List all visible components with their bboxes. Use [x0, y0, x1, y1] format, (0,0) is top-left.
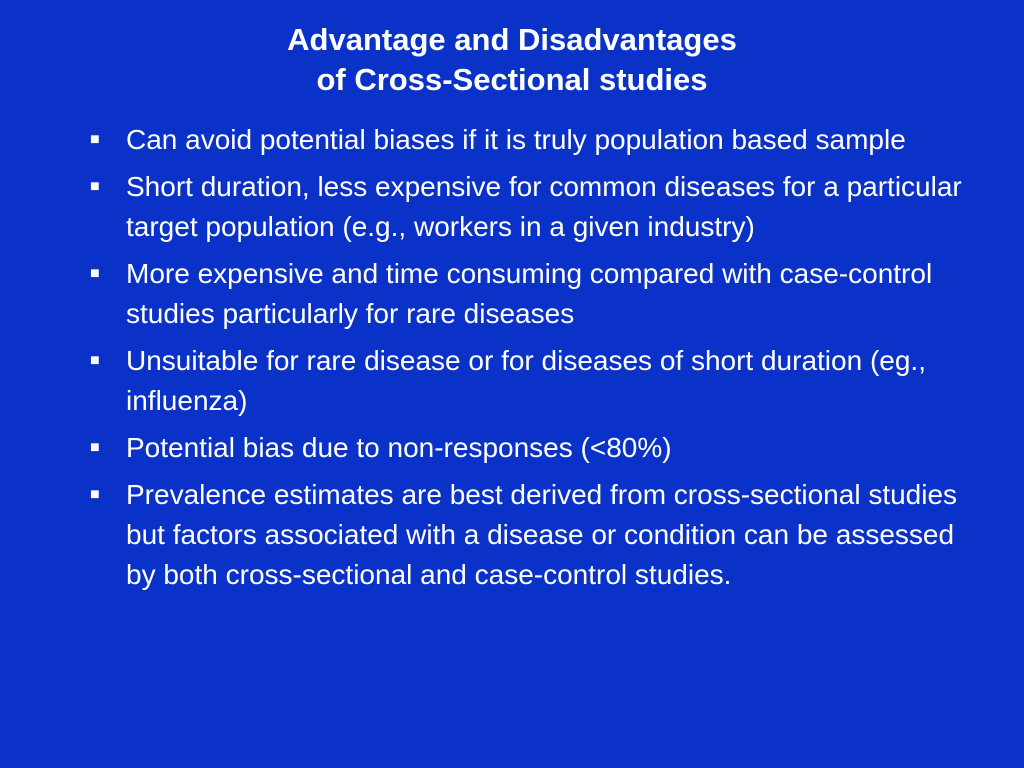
square-bullet-icon: ■ [90, 131, 100, 148]
slide-title-line1: Advantage and Disadvantages [287, 22, 737, 57]
bullet-item [86, 167, 966, 247]
bullet-text: Can avoid potential biases if it is truly population based sample [126, 124, 906, 155]
slide-title-line2: of Cross-Sectional studies [316, 62, 708, 97]
square-bullet-icon: ■ [90, 178, 100, 195]
square-bullet-icon: ■ [90, 265, 100, 282]
bullet-item [86, 120, 966, 160]
square-bullet-icon: ■ [90, 352, 100, 369]
bullet-item [86, 475, 966, 595]
square-bullet-icon: ■ [90, 439, 100, 456]
bullet-text: Potential bias due to non-responses (<80%) [126, 432, 672, 463]
bullet-text: Short duration, less expensive for common diseases for a particular target population (e.g., workers in a given industry) [126, 171, 962, 242]
bullet-item [86, 341, 966, 421]
bullet-text: Unsuitable for rare disease or for diseases of short duration (eg., influenza) [126, 345, 926, 416]
slide-title [0, 20, 1024, 100]
bullet-item [86, 428, 966, 468]
bullet-text: Prevalence estimates are best derived from cross-sectional studies but factors associated with a disease or condition can be assessed by both cross-sectional and case-control studies. [126, 479, 958, 590]
bullet-text: More expensive and time consuming compared with case-control studies particularly for rare diseases [126, 258, 933, 329]
bullet-item [86, 254, 966, 334]
bullet-list [86, 120, 966, 602]
square-bullet-icon: ■ [90, 486, 100, 503]
